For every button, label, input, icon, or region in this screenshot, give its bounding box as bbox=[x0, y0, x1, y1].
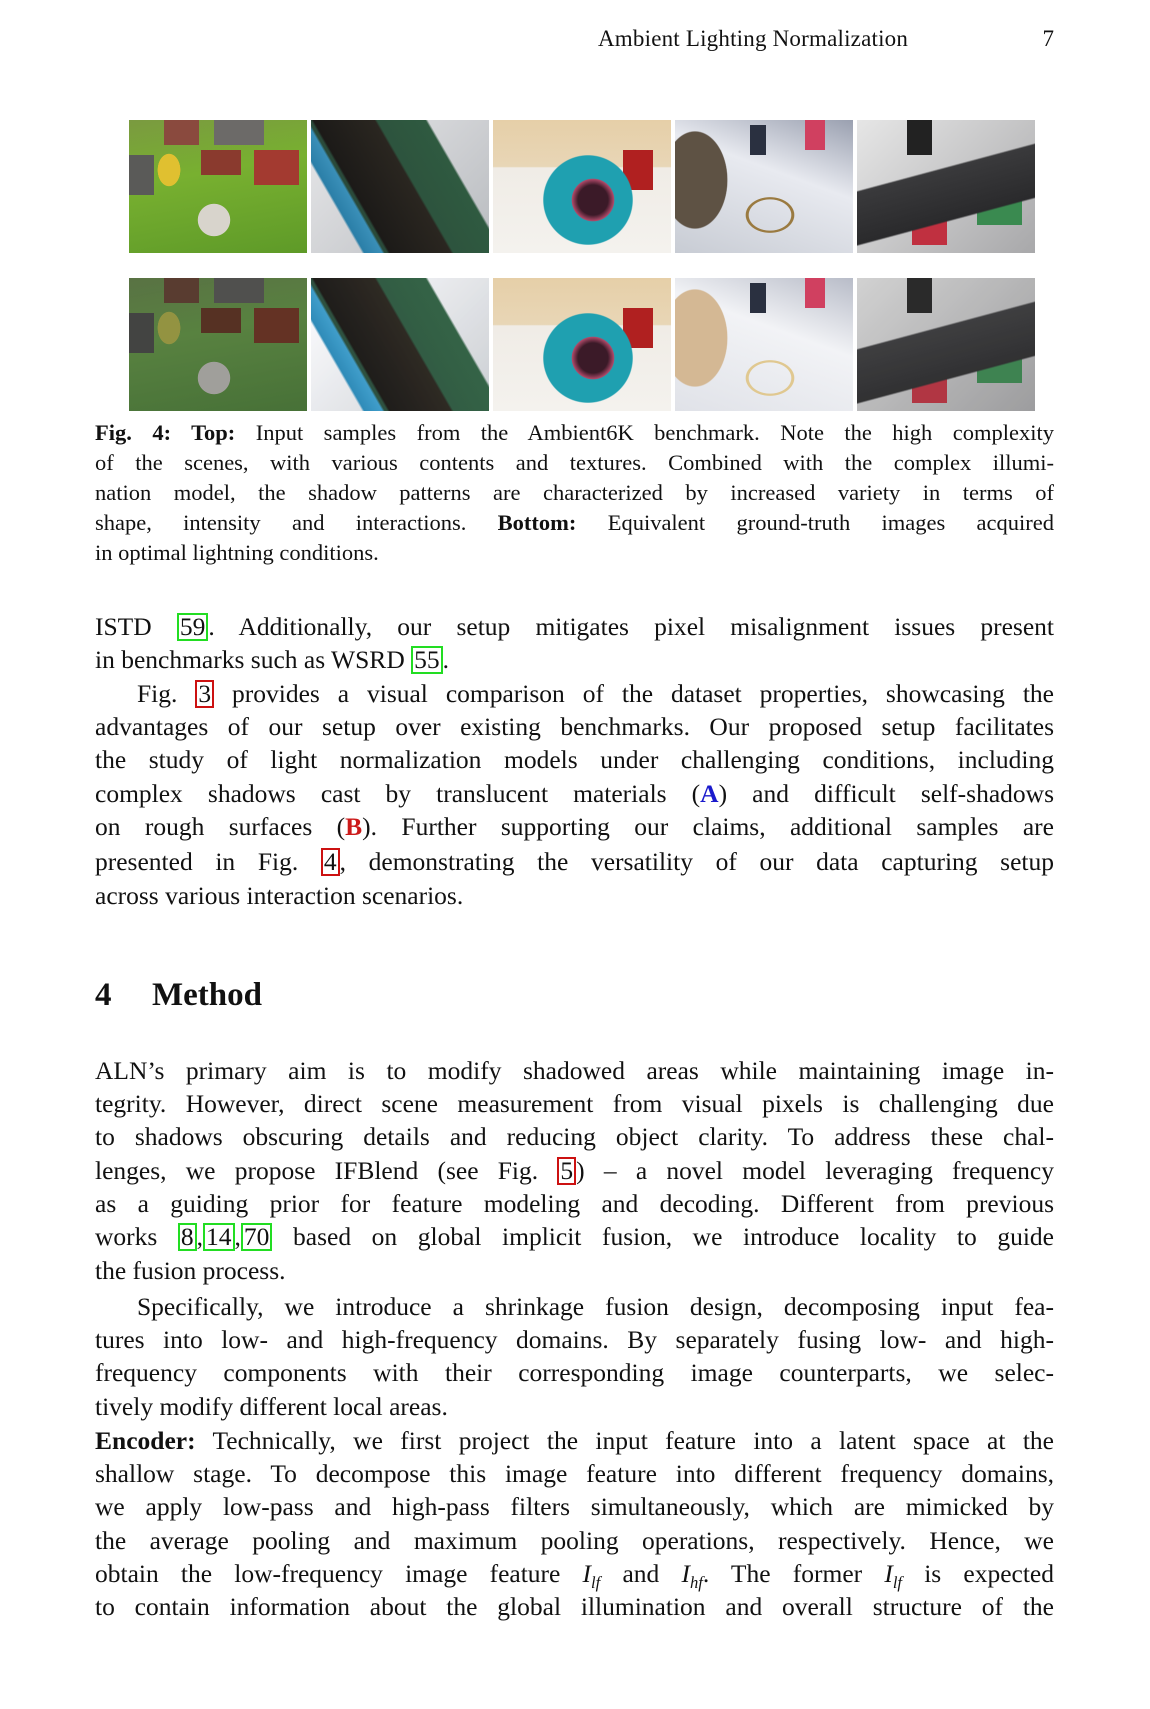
section-title: Method bbox=[152, 977, 262, 1013]
text: complex shadows cast by translucent materials ( bbox=[95, 779, 701, 808]
body-line bbox=[95, 777, 1054, 810]
text: works bbox=[95, 1222, 178, 1251]
text: based on global implicit fusion, we introduce locality to guide bbox=[272, 1222, 1054, 1251]
body-line: tegrity. However, direct scene measurement from visual pixels is challenging due bbox=[95, 1089, 1054, 1118]
body-line: advantages of our setup over existing benchmarks. Our proposed setup facilitates bbox=[95, 712, 1054, 741]
gt-image-desk bbox=[675, 278, 853, 411]
citation-link[interactable]: 55 bbox=[411, 646, 443, 674]
body-line: shallow stage. To decompose this image feature into different frequency domains, bbox=[95, 1459, 1054, 1488]
body-line: works 8 , 14 , 70 based on global implicit fusion, we introduce locality to guide bbox=[95, 1222, 1054, 1251]
body-line bbox=[95, 845, 1054, 878]
caption-line bbox=[95, 448, 1054, 478]
text: ) and difficult self-shadows bbox=[718, 779, 1054, 808]
body-line: the study of light normalization models under challenging conditions, including bbox=[95, 745, 1054, 774]
caption-text: of the scenes, with various contents and textures. Combined with the complex illumi- bbox=[95, 450, 1054, 475]
body-line bbox=[137, 677, 1054, 710]
figure-ref-link[interactable]: 4 bbox=[321, 848, 340, 876]
body-line: across various interaction scenarios. bbox=[95, 881, 464, 910]
text: . The former bbox=[702, 1559, 885, 1588]
body-line bbox=[95, 1557, 1055, 1593]
caption-text: shape, intensity and interactions. bbox=[95, 510, 498, 535]
caption-label: Fig. 4: Top: bbox=[95, 420, 236, 445]
citation-link[interactable]: 8 bbox=[178, 1223, 197, 1251]
running-header bbox=[598, 26, 1054, 56]
body-line bbox=[95, 643, 1054, 676]
caption-line bbox=[95, 478, 1054, 508]
body-line: Specifically, we introduce a shrinkage fusion design, decomposing input fea- bbox=[137, 1292, 1054, 1321]
gt-image-motherboard bbox=[311, 278, 489, 411]
section-number: 4 bbox=[95, 977, 112, 1013]
body-line: we apply low-pass and high-pass filters simultaneously, which are mimicked by bbox=[95, 1492, 1054, 1521]
math-I-lf: $I_{lf}$ bbox=[582, 1559, 601, 1593]
body-line: the fusion process. bbox=[95, 1256, 286, 1285]
citation-link[interactable]: 59 bbox=[177, 613, 209, 641]
body-line bbox=[95, 1154, 1054, 1187]
text: provides a visual comparison of the dataset properties, showcasing the bbox=[214, 679, 1054, 708]
caption-text: Input samples from the Ambient6K benchmark. Note the high complexity bbox=[235, 420, 1054, 445]
math-I-lf: $I_{lf}$ bbox=[884, 1559, 903, 1593]
text: on rough surfaces ( bbox=[95, 812, 346, 841]
body-line: to contain information about the global illumination and overall structure of the bbox=[95, 1592, 1054, 1621]
text: Technically, we first project the input feature into a latent space at the bbox=[195, 1426, 1054, 1455]
caption-text: in optimal lightning conditions. bbox=[95, 540, 379, 565]
text: Fig. bbox=[137, 679, 196, 708]
input-image-motherboard bbox=[311, 120, 489, 253]
body-line: frequency components with their corresponding image counterparts, we selec- bbox=[95, 1358, 1054, 1387]
body-line: tures into low- and high-frequency domains. By separately fusing low- and high- bbox=[95, 1325, 1054, 1354]
caption-bottom-label: Bottom: bbox=[497, 510, 577, 535]
input-image-desk bbox=[675, 120, 853, 253]
citation-link[interactable]: 70 bbox=[241, 1223, 273, 1251]
gt-image-keyboard bbox=[857, 278, 1035, 411]
text: , demonstrating the versatility of our data capturing setup bbox=[339, 847, 1054, 876]
caption-line bbox=[95, 418, 1054, 448]
body-line: the average pooling and maximum pooling operations, respectively. Hence, we bbox=[95, 1526, 1054, 1555]
body-line: to shadows obscuring details and reducing object clarity. To address these chal- bbox=[95, 1122, 1054, 1151]
figure-ref-link[interactable]: 5 bbox=[557, 1157, 576, 1185]
body-line bbox=[95, 610, 1054, 643]
gt-image-carousel bbox=[493, 278, 671, 411]
label-b: B bbox=[345, 812, 363, 841]
label-a: A bbox=[700, 779, 719, 808]
input-image-houses bbox=[129, 120, 307, 253]
text: ). Further supporting our claims, additional samples are bbox=[362, 812, 1054, 841]
citation-link[interactable]: 14 bbox=[203, 1223, 235, 1251]
text: obtain the low-frequency image feature bbox=[95, 1559, 583, 1588]
body-line: tively modify different local areas. bbox=[95, 1392, 448, 1421]
text: is expected bbox=[902, 1559, 1055, 1588]
caption-line bbox=[95, 538, 1054, 568]
text: ISTD bbox=[95, 612, 177, 641]
text: . Additionally, our setup mitigates pixel misalignment issues present bbox=[208, 612, 1054, 641]
running-title: Ambient Lighting Normalization bbox=[598, 26, 909, 51]
gt-image-houses bbox=[129, 278, 307, 411]
figure-ref-link[interactable]: 3 bbox=[195, 680, 214, 708]
text: presented in Fig. bbox=[95, 847, 321, 876]
caption-text: nation model, the shadow patterns are characterized by increased variety in terms of bbox=[95, 480, 1054, 505]
body-line bbox=[95, 1424, 1054, 1457]
body-line bbox=[95, 810, 1054, 843]
input-image-keyboard bbox=[857, 120, 1035, 253]
text: ) – a novel model leveraging frequency bbox=[576, 1156, 1054, 1185]
caption-text: Equivalent ground-truth images acquired bbox=[576, 510, 1054, 535]
text: lenges, we propose IFBlend (see Fig. bbox=[95, 1156, 558, 1185]
body-line: ALN’s primary aim is to modify shadowed areas while maintaining image in- bbox=[95, 1056, 1054, 1085]
encoder-label: Encoder: bbox=[95, 1426, 196, 1455]
caption-line bbox=[95, 508, 1054, 538]
text: and bbox=[600, 1559, 682, 1588]
text: . bbox=[442, 645, 449, 674]
input-image-carousel bbox=[493, 120, 671, 253]
figure-4-image-grid bbox=[129, 120, 1035, 411]
math-I-hf: $I_{hf}$ bbox=[681, 1559, 703, 1593]
body-line: as a guiding prior for feature modeling and decoding. Different from previous bbox=[95, 1189, 1054, 1218]
page-number: 7 bbox=[1042, 26, 1054, 51]
text: in benchmarks such as WSRD bbox=[95, 645, 412, 674]
